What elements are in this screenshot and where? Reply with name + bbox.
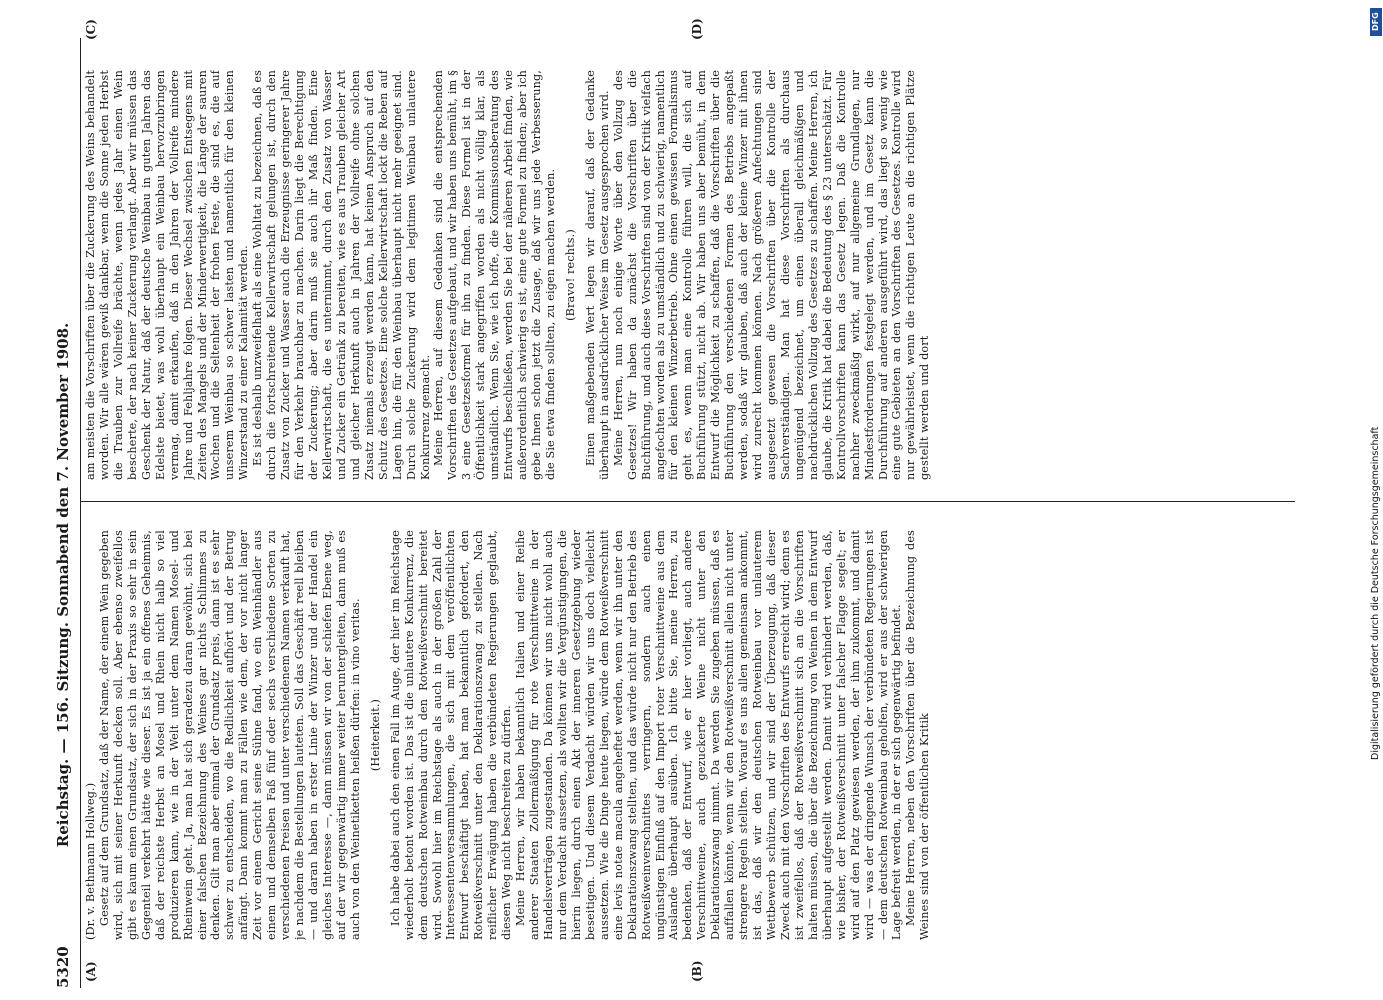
paragraph: Meine Herren, neben den Vorschriften über die Bezeichnung des Weines sind von der öffentlichen Kritik <box>904 530 932 940</box>
margin-marker-a: (A) <box>84 961 98 982</box>
paragraph: Gesetz auf dem Grundsatz, daß der Name, der einem Wein gegeben wird, sich mit seiner Herkunft decken soll. Aber ebenso zweifellos gibt es kaum einen Grundsatz, der sich in der Praxis so sehr in sein Gegenteil verkehrt hätte wie dieser. Es ist ja ein offenes Geheimnis, daß der reichste Herbst an Mosel und Rhein nicht halb so viel produzieren kann, wie in der Welt unter dem Namen Mosel- und Rheinwein geht. Ja, man hat sich geradezu daran gewöhnt, sich bei einer falschen Bezeichnung des Weines gar nichts Schlimmes zu denken. Gilt man aber einmal der Grundsatz preis, dann ist es sehr schwer zu entscheiden, wo die Redlichkeit aufhört und der Betrug anfängt. Dann kommt man zu Fällen wie dem, der vor nicht langer Zeit vor einem Gericht seine Sühne fand, wo ein Weinhändler aus einem und demselben Faß fünf oder sechs verschiedene Sorten zu verschiedenen Preisen und unter verschiedenem Namen verkauft hat, je nachdem die Bestellungen lauteten. Soll das Geschäft reell bleiben — und daran haben in erster Linie der Winzer und der Handel ein gleiches Interesse —, dann müssen wir von der schiefen Ebene weg, auf der wir gegenwärtig immer weiter heruntergleiten, dann muß es auch von den Weinetiketten heißen dürfen: in vino veritas. <box>97 530 362 940</box>
digitization-credit: Digitalisierung gefördert durch die Deutsche Forschungsgemeinschaft <box>1370 426 1381 760</box>
interjection: (Bravo! rechts.) <box>563 229 577 321</box>
paragraph: Einen maßgebenden Wert legen wir darauf, daß der Gedanke überhaupt in ausdrücklicher Weise im Gesetz ausgesprochen wird. <box>583 70 611 480</box>
paragraph: Ich habe dabei auch den einen Fall im Auge, der hier im Reichstage wiederholt betont worden ist. Das ist die unlautere Konkurrenz, die dem deutschen Rotweinbau durch den Rotweißverschnitt bereitet wird. Sowohl hier im Reichstage als auch in der großen Zahl der Interessentenversammlungen, die sich mit dem veröffentlichten Entwurf beschäftigt haben, hat man bekanntlich gefordert, den Rotweißverschnitt unter den Deklarationszwang zu stellen. Nach reiflicher Erwägung haben die verbündeten Regierungen geglaubt, diesen Weg nicht beschreiten zu dürfen. <box>388 530 514 940</box>
paragraph: Es ist deshalb unzweifelhaft als eine Wohltat zu bezeichnen, daß es durch die fortschreitende Kellerwirtschaft gelungen ist, durch den Zusatz von Zucker und Wasser auch die Erzeugnisse geringerer Jahre für den Verkehr brauchbar zu machen. Darin liegt die Berechtigung der Zuckerung; aber darin muß sie auch ihr Maß finden. Eine Kellerwirtschaft, die es unternimmt, durch den Zusatz von Wasser und Zucker ein Getränk zu bereiten, wie es aus Trauben gleicher Art und gleicher Herkunft auch in Jahren der Vollreife ohne solchen Zusatz niemals erzeugt werden kann, hat keinen Anspruch auf den Schutz des Gesetzes. Eine solche Kellerwirtschaft lockt die Reben auf Lagen hin, die für den Weinbau überhaupt nicht mehr geeignet sind. Durch solche Zuckerung wird dem legitimen Weinbau unlautere Konkurrenz gemacht. <box>251 70 432 480</box>
page-number: 5320 <box>54 946 72 988</box>
right-column <box>84 70 1294 480</box>
paragraph: am meisten die Vorschriften über die Zuckerung des Weins behandelt worden. Wir alle wären gewiß dankbar, wenn die Sonne jeden Herbst die Trauben zur Vollreife brächte, wenn jedes Jahr einen Wein bescherte, der nach keiner Zuckerung verlangt. Aber wir müssen das Geschenk der Natur, daß der deutsche Weinbau in guten Jahren das Edelste bietet, was wohl überhaupt ein Weinbau hervorzubringen vermag, damit erkaufen, daß in den Jahren der Vollreife mindere Jahre und Fehljahre folgen. Dieser Wechsel zwischen Entsegens mit Zeiten des Mangels und der Minderwertigkeit, die Länge der sauren Wochen und die Seltenheit der frohen Feste, die sind es, die auf unserem Weinbau so schwer lasten und namentlich für den kleinen Winzerstand zu einer Kalamität werden. <box>84 70 251 480</box>
page-header <box>46 45 76 1000</box>
margin-marker-c: (C) <box>84 19 98 40</box>
paragraph: Meine Herren, wir haben bekanntlich Italien und einer Reihe anderer Staaten Zollermäßigung für rote Verschnittweine in der Handelsverträgen zugestanden. Da können wir uns nicht wohl auch nur dem Verdacht aussetzen, als wollten wir die Vergünstigungen, die hierin liegen, durch einen Akt der inneren Gesetzgebung wieder beseitigen. Und diesem Verdacht würden wir uns doch vielleicht aussetzen. Wie die Dinge heute liegen, würde dem Rotweißverschnitt eine levis notae macula angeheftet werden, wenn wir ihn unter den Deklarationszwang stellten, und das würde nicht nur den Betrieb des Rotweißweinverschnittes verringern, sondern auch einen ungünstigen Einfluß auf den Import roter Verschnittweine aus dem Auslande überhaupt ausüben. Ich bitte Sie, meine Herren, zu bedenken, daß der Entwurf, wie er hier vorliegt, auch andere Verschnittweine, auch gezuckerte Weine nicht unter den Deklarationszwang nimmt. Da werden Sie zugeben müssen, daß es auffallen könnte, wenn wir den Rotweißverschnitt allein nicht unter strengere Regeln stellten. Worauf es uns allen gemeinsam ankommt, ist das, daß wir den deutschen Rotweinbau vor unlauterem Wettbewerb schützen, und wir sind der Überzeugung, daß dieser Zweck auch mit den Vorschriften des Entwurfs erreicht wird; denn es ist zweifellos, daß der Rotweißverschnitt sich an die Vorschriften halten müssen, die über die Bezeichnung von Weinen in dem Entwurf überhaupt aufgestellt werden. Damit wird verhindert werden, daß, wie bisher, der Rotweißverschnitt unter falscher Flagge segelt; er wird auf den Platz gewiesen werden, der ihm zukommt, und damit wird — was der dringende Wunsch der verbündeten Regierungen ist — dem deutschen Rotweinbau geholfen, wird er aus der schwierigen Lage befreit werden, in der er sich gegenwärtig befindet. <box>514 530 904 940</box>
paragraph: Meine Herren, nun noch einige Worte über den Vollzug des Gesetzes! Wir haben da zunächst die Vorschriften über die Buchführung, und auch diese Vorschriften sind von der Kritik vielfach angefochten worden als zu umständlich und zu schwierig, namentlich für den kleinen Winzerbetrieb. Ohne einen gewissen Formalismus geht es, wenn man eine Kontrolle führen will, die sich auf Buchführung stützt, nicht ab. Wir haben uns aber bemüht, in dem Entwurf die Möglichkeit zu schaffen, daß die Vorschriften über die Buchführung den verschiedenen Formen des Betriebs angepaßt werden, sodaß wir glauben, daß auch der kleine Winzer mit ihnen wird zurecht kommen können. Nach größeren Anfechtungen sind ausgesetzt gewesen die Vorschriften über die Kontrolle der Sachverständigen. Man hat diese Vorschriften als durchaus ungenügend bezeichnet, um einen überall gleichmäßigen und nachdrücklichen Vollzug des Gesetzes zu schaffen. Meine Herren, ich glaube, die Kritik hat dabei die Bedeutung des § 23 unterschätzt. Für Kontrollvorschriften kann das Gesetz legen. Daß die Kontrolle nachher zweckmäßig wirkt, auf nur allgemeine Grundlagen, nur Mindestforderungen festgelegt werden, und im Gesetz kann die Durchführung auf anderen ausgeführt wird, das liegt so wenig wie eine gute Gebieten an den Vorschriften des Gesetzes. Kontrolle wird nur gewährleistet, wenn die richtigen Leute an die richtigen Plätze gestellt werden und dort <box>611 70 932 480</box>
left-column <box>84 530 1294 940</box>
header-rule <box>80 38 81 988</box>
interjection: (Heiterkeit.) <box>368 698 382 772</box>
speaker-line: (Dr. v. Bethmann Hollweg.) <box>84 782 97 940</box>
margin-marker-b: (B) <box>690 960 704 982</box>
paragraph: Meine Herren, auf diesem Gedanken sind die entsprechenden Vorschriften des Gesetzes aufgebaut, und wir haben uns bemüht, im § 3 eine Gesetzesformel für ihn zu finden. Diese Formel ist in der Öffentlichkeit stark angegriffen worden als nicht völlig klar, als umständlich. Wenn Sie, wie ich hoffe, die Kommissionsberatung des Entwurfs beschließen, werden Sie bei der näheren Arbeit finden, wie außerordentlich schwierig es ist, eine gute Formel zu finden; aber ich gebe Ihnen schon jetzt die Zusage, daß wir uns jede Verbesserung, die Sie etwa finden sollten, zu eigen machen werden. <box>432 70 557 480</box>
margin-marker-d: (D) <box>690 18 704 40</box>
dfg-logo: DFG <box>1370 8 1382 36</box>
running-title: Reichstag. — 156. Sitzung. Sonnabend den 7. November 1908. <box>54 322 72 848</box>
column-divider <box>80 501 1295 502</box>
